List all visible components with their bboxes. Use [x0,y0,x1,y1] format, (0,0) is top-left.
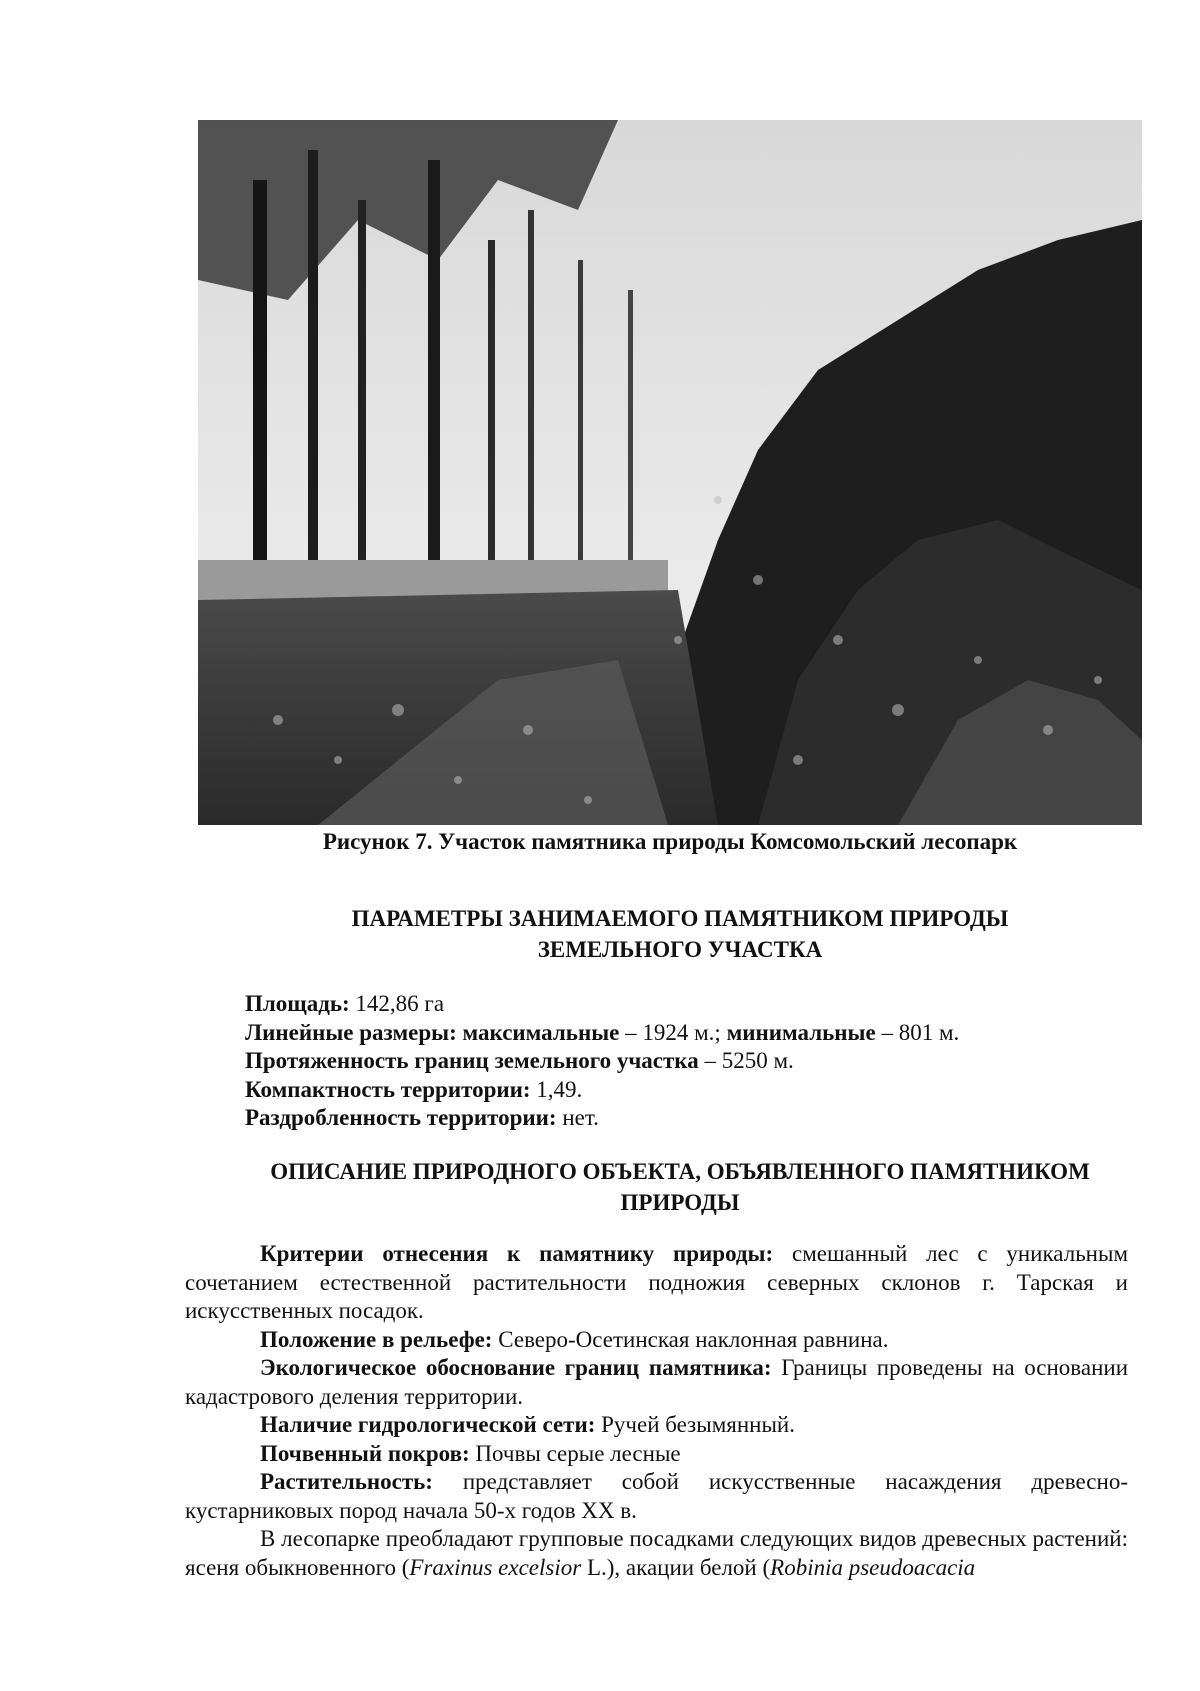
heading-line: ЗЕМЕЛЬНОГО УЧАСТКА [537,937,823,962]
para-label: Критерии отнесения к памятнику природы: [260,1241,774,1266]
param-label: Протяженность границ земельного участка [245,1048,699,1073]
param-label: Раздробленность территории: [245,1105,557,1130]
para-text: Почвы серые лесные [469,1440,681,1466]
heading-line: ПАРАМЕТРЫ ЗАНИМАЕМОГО ПАМЯТНИКОМ ПРИРОДЫ [351,906,1009,931]
para-text: В лесопарке преобладают групповые посадками следующих видов древесных растений: ясеня обыкновенного ( [185,1526,1128,1580]
para-text: Ручей безымянный. [595,1412,795,1437]
param-value: 1,49. [530,1076,583,1102]
para-label: Экологическое обоснование границ памятника: [260,1355,772,1380]
param-label: минимальные [720,1019,876,1045]
heading-line: ПРИРОДЫ [620,1190,740,1215]
para-text: Границы проведены на основании кадастрового деления территории. [185,1355,1128,1409]
param-label: Линейные размеры: максимальные [245,1019,620,1045]
param-label: Компактность территории: [245,1076,531,1102]
param-compactness [245,1076,1145,1105]
description-body [185,1240,1128,1582]
section-heading-parameters [240,903,1120,965]
param-value: нет. [556,1105,599,1130]
para-ecology [185,1354,1128,1411]
param-value: 142,86 га [349,991,445,1016]
species-name: Robinia pseudoacacia [770,1554,976,1580]
para-soil [185,1440,1128,1469]
para-label: Наличие гидрологической сети: [260,1412,596,1437]
para-hydrology [185,1411,1128,1440]
parameters-list [245,990,1145,1133]
figure-caption: Рисунок 7. Участок памятника природы Комсомольский лесопарк [322,829,1018,854]
heading-line: ОПИСАНИЕ ПРИРОДНОГО ОБЪЕКТА, ОБЪЯВЛЕННОГО ПАМЯТНИКОМ [270,1159,1090,1184]
species-name: Fraxinus excelsior [409,1554,582,1580]
param-boundary [245,1047,1145,1076]
para-forest-park [185,1525,1128,1582]
para-relief [185,1326,1128,1355]
para-label: Почвенный покров: [260,1440,470,1466]
param-value: – 801 м. [875,1019,960,1045]
para-text: представляет собой искусственные насаждения древесно-кустарниковых пород начала 50-х годов XX в. [185,1469,1128,1523]
para-criteria [185,1240,1128,1326]
param-label: Площадь: [245,991,350,1016]
param-area [245,990,1145,1019]
para-text: Северо-Осетинская наклонная равнина. [492,1326,889,1352]
para-label: Растительность: [260,1469,433,1494]
param-dimensions [245,1019,1145,1048]
param-fragmentation [245,1104,1145,1133]
param-value: – 5250 м. [698,1048,794,1073]
forest-park-photo [198,120,1142,825]
para-text: L.), акации белой ( [581,1554,771,1580]
para-vegetation [185,1468,1128,1525]
section-heading-description [240,1156,1120,1218]
para-label: Положение в рельефе: [260,1326,493,1352]
param-value: – 1924 м.; [619,1019,721,1045]
para-text: смешанный лес с уникальным сочетанием естественной растительности подножия северных склонов г. Тарская и искусственных посадок. [185,1241,1128,1323]
